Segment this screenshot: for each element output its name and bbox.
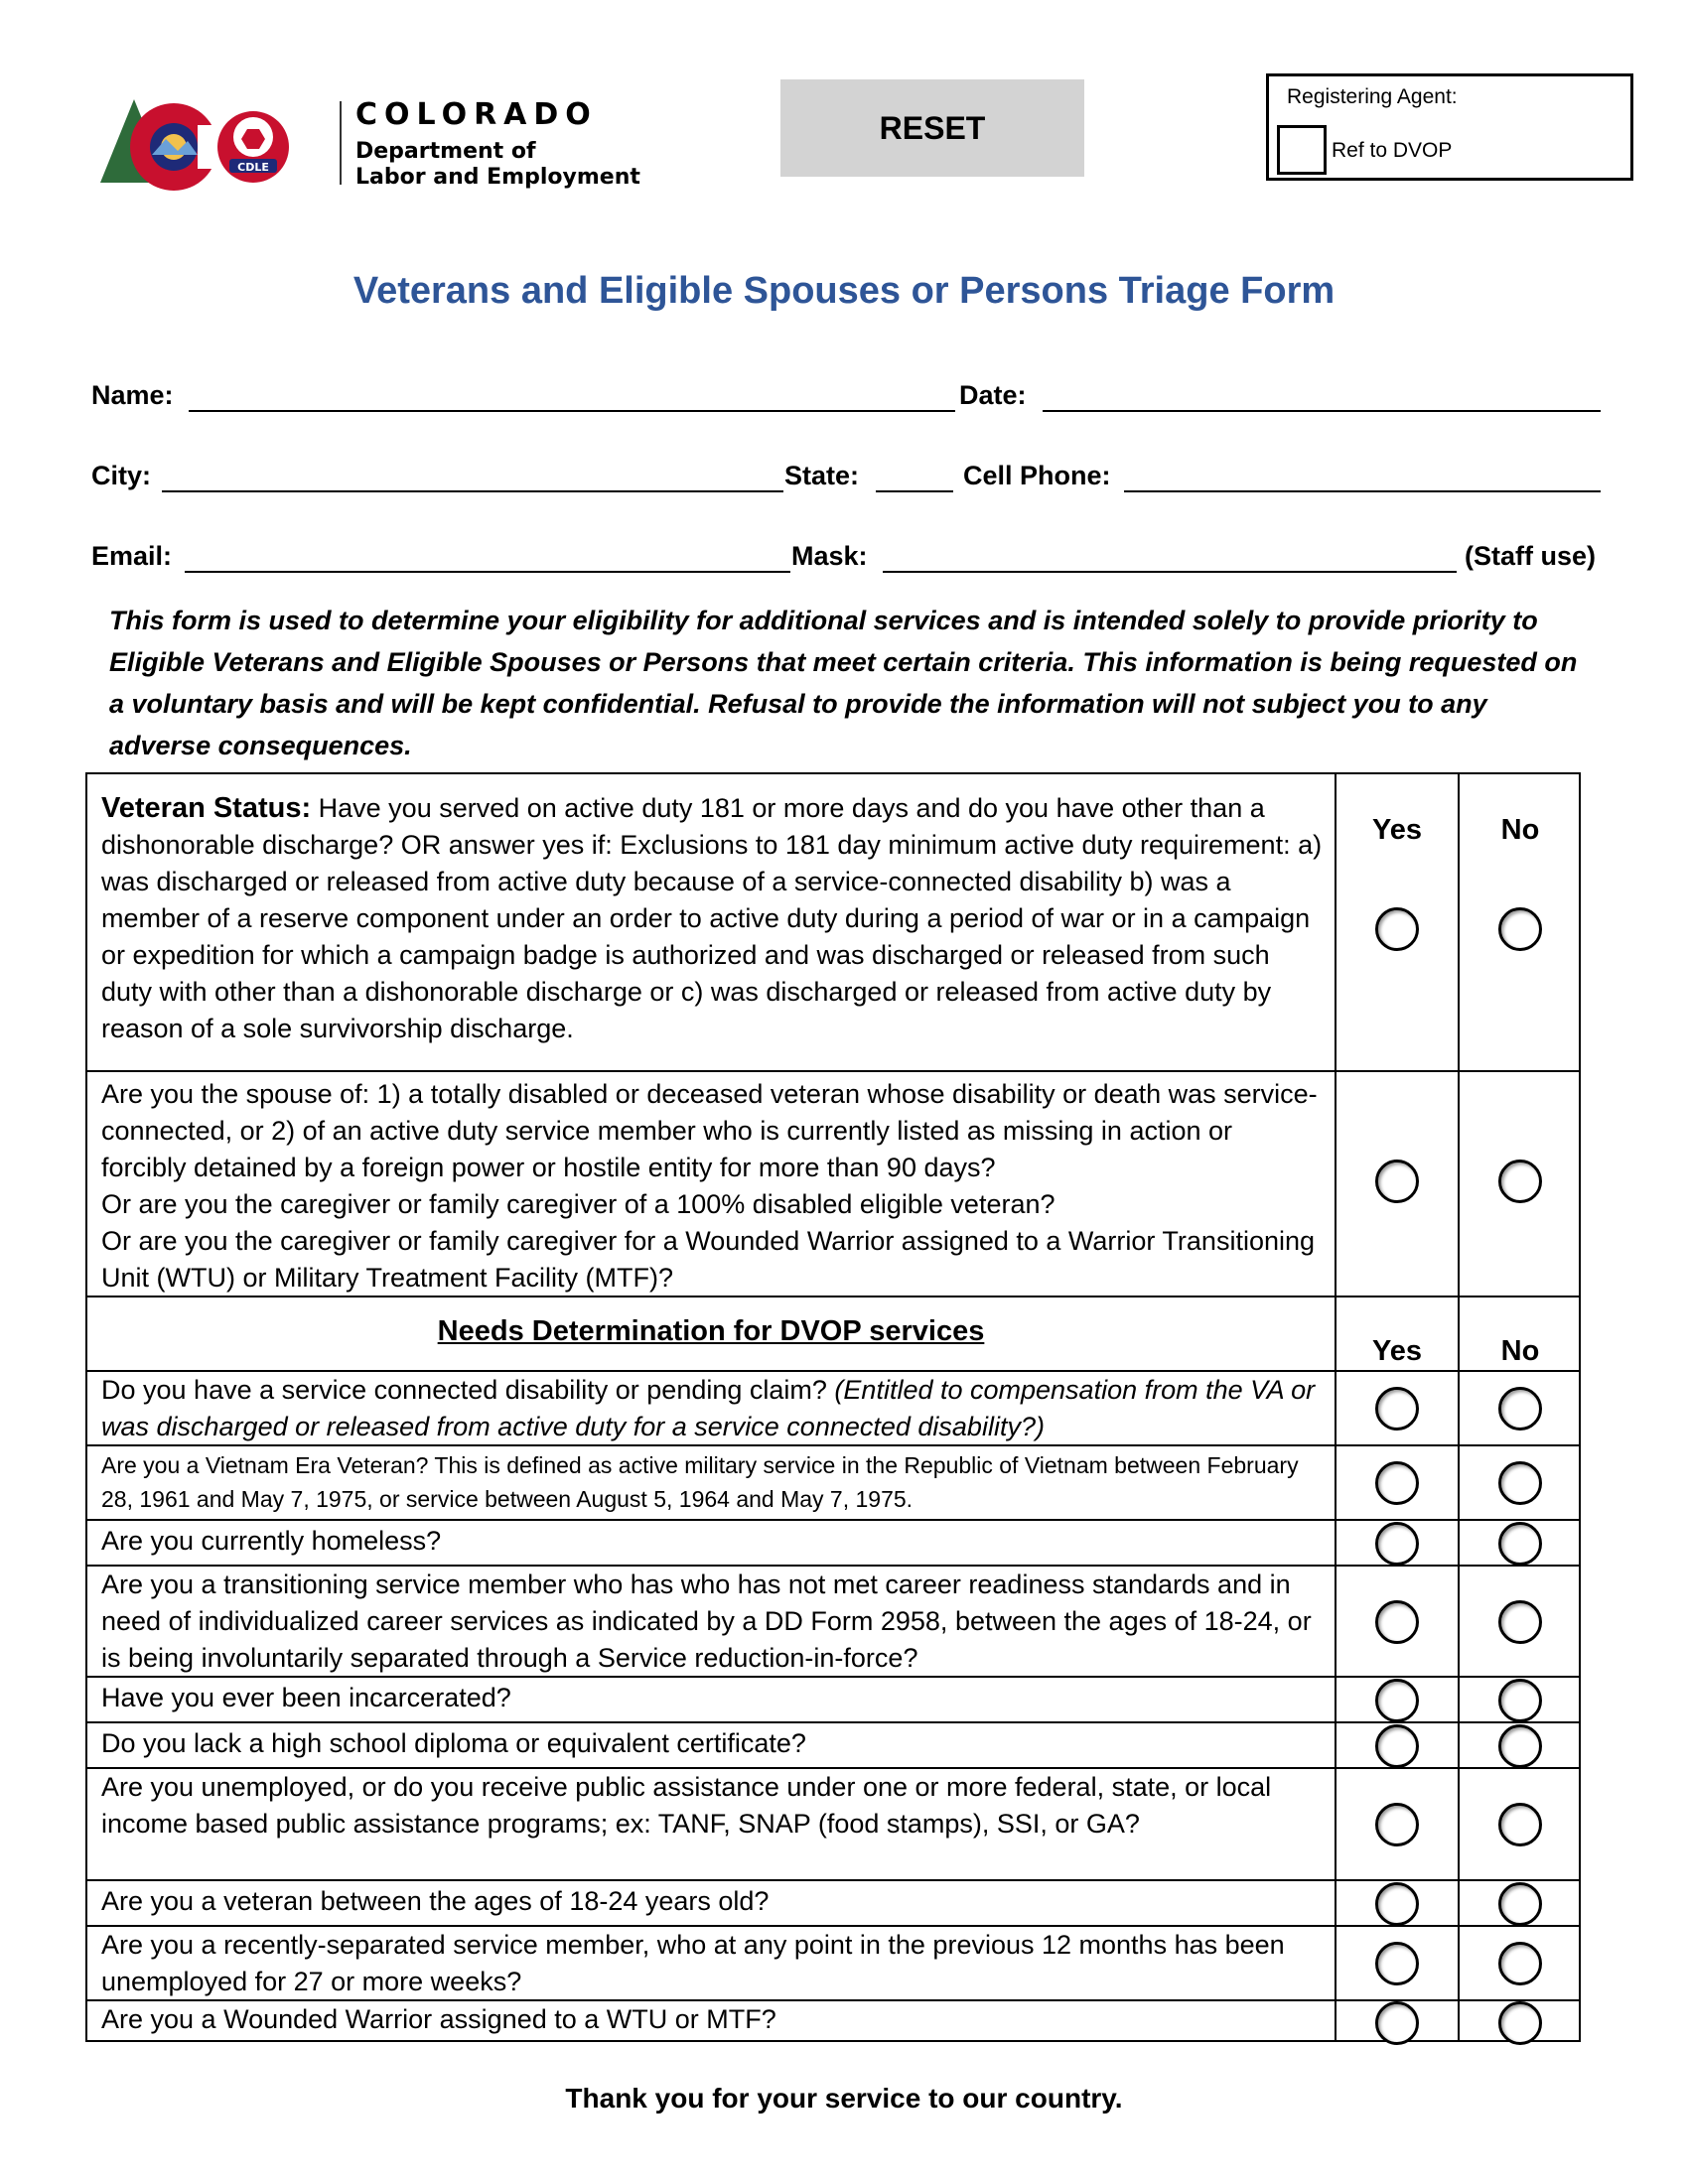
- vietnam-era-no-radio[interactable]: [1498, 1461, 1542, 1505]
- recently-separated-question: Are you a recently-separated service member, who at any point in the previous 12 months has been unemployed for 27 or more weeks?: [101, 1930, 1285, 1996]
- vietnam-era-yes-radio[interactable]: [1375, 1461, 1419, 1505]
- veteran-age-question: Are you a veteran between the ages of 18-24 years old?: [101, 1886, 770, 1916]
- footer-thank-you: Thank you for your service to our country.: [565, 2083, 1123, 2114]
- staff-use-label: (Staff use): [1465, 541, 1597, 571]
- name-label: Name:: [91, 380, 174, 410]
- needs-question-row: [87, 1567, 1579, 1678]
- incarcerated-yes-radio[interactable]: [1375, 1679, 1419, 1722]
- mask-label: Mask:: [791, 541, 868, 571]
- service-disability-text: Do you have a service connected disability or pending claim?: [101, 1375, 835, 1405]
- caregiver-question-line: Or are you the caregiver or family caregiver of a 100% disabled eligible veteran?: [101, 1189, 1055, 1219]
- spouse-caregiver-question: [101, 1076, 1323, 1297]
- eligibility-notice: This form is used to determine your eligibility for additional services and is intended solely to provide priority to Eligible Veterans and Eligible Spouses or Persons that meet certain criteria. This information is being requested on a voluntary basis and will be kept confidential. Refusal to provide the information will not subject you to any adverse consequences.: [109, 606, 1578, 760]
- ref-to-dvop-checkbox[interactable]: [1277, 125, 1327, 175]
- transitioning-member-question: Are you a transitioning service member who has who has not met career readiness standards and in need of individualized career services as indicated by a DD Form 2958, between the ages of 18-24, or is being involuntarily separated through a Service reduction-in-force?: [101, 1570, 1312, 1673]
- service-disability-question: [101, 1372, 1323, 1445]
- needs-yes-header: Yes: [1372, 1335, 1422, 1367]
- incarcerated-question: Have you ever been incarcerated?: [101, 1683, 511, 1712]
- reset-button[interactable]: RESET: [780, 79, 1084, 177]
- yes-header: Yes: [1372, 814, 1422, 846]
- public-assistance-no-radio[interactable]: [1498, 1803, 1542, 1846]
- needs-question-row: [87, 1372, 1579, 1446]
- recently-separated-yes-radio[interactable]: [1375, 1942, 1419, 1985]
- veteran-status-row: [87, 774, 1579, 1072]
- cell-phone-field[interactable]: [1124, 490, 1601, 492]
- diploma-question: Do you lack a high school diploma or equivalent certificate?: [101, 1728, 806, 1758]
- logo-divider: [340, 101, 342, 185]
- needs-question-row: [87, 1881, 1579, 1927]
- veteran-status-no-radio[interactable]: [1498, 907, 1542, 951]
- email-field[interactable]: [185, 571, 790, 573]
- state-label: State:: [784, 461, 860, 490]
- vietnam-era-question: Are you a Vietnam Era Veteran? This is defined as active military service in the Republic of Vietnam between February 28, 1961 and May 7, 1975, or service between August 5, 1964 and May 7, 1975.: [101, 1452, 1299, 1512]
- needs-header-row: [87, 1297, 1579, 1372]
- spouse-question-line: Are you the spouse of: 1) a totally disabled or deceased veteran whose disability or death was service-connected, or 2) of an active duty service member who is currently listed as missing in action or forcibly detained by a foreign power or hostile entity for more than 90 days?: [101, 1079, 1318, 1182]
- ref-to-dvop-label: Ref to DVOP: [1332, 139, 1453, 162]
- transitioning-member-no-radio[interactable]: [1498, 1600, 1542, 1644]
- needs-no-header: No: [1500, 1335, 1540, 1367]
- homeless-question: Are you currently homeless?: [101, 1526, 442, 1556]
- spouse-yes-radio[interactable]: [1375, 1160, 1419, 1203]
- city-label: City:: [91, 461, 151, 490]
- org-name-labor: Labor and Employment: [355, 165, 640, 190]
- wounded-warrior-question: Are you a Wounded Warrior assigned to a WTU or MTF?: [101, 2004, 776, 2034]
- veteran-age-yes-radio[interactable]: [1375, 1882, 1419, 1926]
- form-title: Veterans and Eligible Spouses or Persons Triage Form: [352, 270, 1336, 312]
- wounded-warrior-no-radio[interactable]: [1498, 2001, 1542, 2045]
- spouse-no-radio[interactable]: [1498, 1160, 1542, 1203]
- registering-agent-label: Registering Agent:: [1287, 85, 1458, 108]
- no-header: No: [1500, 814, 1540, 846]
- wounded-warrior-caregiver-line: Or are you the caregiver or family caregiver for a Wounded Warrior assigned to a Warrior Transitioning Unit (WTU) or Military Treatment Facility (MTF)?: [101, 1226, 1316, 1293]
- diploma-no-radio[interactable]: [1498, 1724, 1542, 1768]
- recently-separated-no-radio[interactable]: [1498, 1942, 1542, 1985]
- mask-field[interactable]: [883, 571, 1457, 573]
- veteran-status-heading: Veteran Status:: [101, 792, 312, 824]
- date-field[interactable]: [1043, 410, 1601, 412]
- needs-question-row: [87, 1769, 1579, 1881]
- org-name-department: Department of: [355, 139, 536, 164]
- name-field[interactable]: [189, 410, 955, 412]
- cdle-badge-text: CDLE: [237, 161, 269, 174]
- homeless-yes-radio[interactable]: [1375, 1522, 1419, 1566]
- service-disability-no-radio[interactable]: [1498, 1387, 1542, 1431]
- service-disability-note: (Entitled to compensation from the VA or was discharged or released from active duty for a service connected disability?): [101, 1375, 1316, 1441]
- needs-question-row: [87, 2001, 1579, 2042]
- needs-question-row: [87, 1678, 1579, 1723]
- transitioning-member-yes-radio[interactable]: [1375, 1600, 1419, 1644]
- incarcerated-no-radio[interactable]: [1498, 1679, 1542, 1722]
- org-name-colorado: COLORADO: [355, 97, 598, 132]
- veteran-age-no-radio[interactable]: [1498, 1882, 1542, 1926]
- veteran-status-text: Have you served on active duty 181 or more days and do you have other than a dishonorable discharge? OR answer yes if: Exclusions to 181 day minimum active duty requirement: a) was discharged or released from active duty because of a service-connected disability b) was a member of a reserve component under an order to active duty during a period of war or in a campaign or expedition for which a campaign badge is authorized and was discharged or released from such duty with other than a dishonorable discharge or c) was discharged or released from active duty by reason of a sole survivorship discharge.: [101, 793, 1323, 1043]
- date-label: Date:: [959, 380, 1027, 410]
- city-field[interactable]: [162, 490, 783, 492]
- public-assistance-question: Are you unemployed, or do you receive public assistance under one or more federal, state, or local income based public assistance programs; ex: TANF, SNAP (food stamps), SSI, or GA?: [101, 1772, 1272, 1839]
- email-label: Email:: [91, 541, 173, 571]
- needs-question-row: [87, 1446, 1579, 1521]
- cell-phone-label: Cell Phone:: [963, 461, 1111, 490]
- diploma-yes-radio[interactable]: [1375, 1724, 1419, 1768]
- spouse-caregiver-row: [87, 1072, 1579, 1297]
- needs-question-row: [87, 1927, 1579, 2001]
- triage-table: [85, 772, 1581, 2042]
- homeless-no-radio[interactable]: [1498, 1522, 1542, 1566]
- veteran-status-yes-radio[interactable]: [1375, 907, 1419, 951]
- public-assistance-yes-radio[interactable]: [1375, 1803, 1419, 1846]
- veteran-status-question: [101, 790, 1323, 1047]
- needs-question-row: [87, 1521, 1579, 1567]
- needs-determination-title: Needs Determination for DVOP services: [437, 1315, 985, 1347]
- wounded-warrior-yes-radio[interactable]: [1375, 2001, 1419, 2045]
- needs-question-row: [87, 1723, 1579, 1769]
- state-field[interactable]: [876, 490, 953, 492]
- service-disability-yes-radio[interactable]: [1375, 1387, 1419, 1431]
